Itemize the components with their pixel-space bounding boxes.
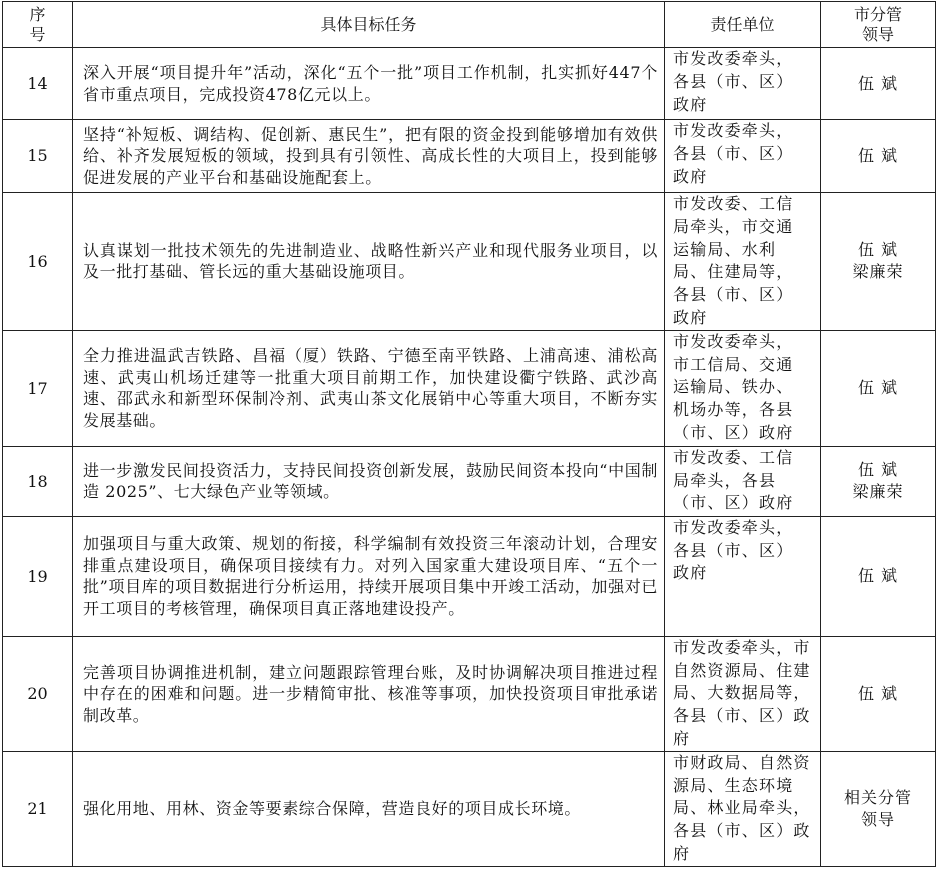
city-leader: 伍 斌 <box>821 330 936 446</box>
responsible-unit: 市发改委牵头， 市工信局、交通 运输局、铁办、 机场办等，各县 （市、区）政府 <box>665 330 821 446</box>
header-task: 具体目标任务 <box>73 2 665 48</box>
city-leader: 伍 斌 <box>821 48 936 120</box>
task-text: 全力推进温武吉铁路、昌福（厦）铁路、宁德至南平铁路、上浦高速、浦松高速、武夷山机场迁建等一批重大项目前期工作，加快建设衢宁铁路、武沙高速、邵武永和新型环保制冷剂、武夷山茶文化展销中心等重大项目，不断夯实发展基础。 <box>73 330 665 446</box>
table-row <box>3 636 936 751</box>
table-row <box>3 120 936 193</box>
row-number: 18 <box>3 446 73 516</box>
row-number: 15 <box>3 120 73 193</box>
responsible-unit: 市发改委、工信 局牵头，各县 （市、区）政府 <box>665 446 821 516</box>
responsible-unit: 市发改委牵头，市 自然资源局、住建 局、大数据局等， 各县（市、区）政 府 <box>665 636 821 751</box>
header-index: 序 号 <box>3 2 73 48</box>
header-unit: 责任单位 <box>665 2 821 48</box>
responsible-unit: 市发改委牵头， 各县（市、区） 政府 <box>665 120 821 193</box>
table-row <box>3 193 936 331</box>
table-row <box>3 330 936 446</box>
responsible-unit: 市财政局、自然资 源局、生态环境 局、林业局牵头， 各县（市、区）政 府 <box>665 751 821 866</box>
city-leader: 伍 斌 梁廉荣 <box>821 446 936 516</box>
row-number: 17 <box>3 330 73 446</box>
task-table <box>2 1 936 867</box>
row-number: 14 <box>3 48 73 120</box>
table-row <box>3 751 936 866</box>
city-leader: 伍 斌 <box>821 120 936 193</box>
city-leader: 相关分管 领导 <box>821 751 936 866</box>
row-number: 20 <box>3 636 73 751</box>
task-text: 深入开展“项目提升年”活动，深化“五个一批”项目工作机制，扎实抓好447个省市重点项目，完成投资478亿元以上。 <box>73 48 665 120</box>
task-text: 完善项目协调推进机制，建立问题跟踪管理台账，及时协调解决项目推进过程中存在的困难和问题。进一步精简审批、核准等事项，加快投资项目审批承诺制改革。 <box>73 636 665 751</box>
responsible-unit: 市发改委、工信 局牵头，市交通 运输局、水利 局、住建局等， 各县（市、区） 政府 <box>665 193 821 331</box>
header-leader: 市分管 领导 <box>821 2 936 48</box>
header-row <box>3 2 936 48</box>
task-text: 进一步激发民间投资活力，支持民间投资创新发展，鼓励民间资本投向“中国制造 2025”、七大绿色产业等领域。 <box>73 446 665 516</box>
task-text: 强化用地、用林、资金等要素综合保障，营造良好的项目成长环境。 <box>73 751 665 866</box>
row-number: 21 <box>3 751 73 866</box>
table-row <box>3 48 936 120</box>
responsible-unit: 市发改委牵头， 各县（市、区） 政府 <box>665 516 821 636</box>
city-leader: 伍 斌 <box>821 516 936 636</box>
city-leader: 伍 斌 梁廉荣 <box>821 193 936 331</box>
table-row <box>3 446 936 516</box>
task-text: 认真谋划一批技术领先的先进制造业、战略性新兴产业和现代服务业项目，以及一批打基础、管长远的重大基础设施项目。 <box>73 193 665 331</box>
row-number: 19 <box>3 516 73 636</box>
table-row <box>3 516 936 636</box>
row-number: 16 <box>3 193 73 331</box>
task-text: 坚持“补短板、调结构、促创新、惠民生”，把有限的资金投到能够增加有效供给、补齐发展短板的领域，投到具有引领性、高成长性的大项目上，投到能够促进发展的产业平台和基础设施配套上。 <box>73 120 665 193</box>
responsible-unit: 市发改委牵头， 各县（市、区） 政府 <box>665 48 821 120</box>
task-text: 加强项目与重大政策、规划的衔接，科学编制有效投资三年滚动计划，合理安排重点建设项目，确保项目接续有力。对列入国家重大建设项目库、“五个一批”项目库的项目数据进行分析运用，持续开展项目集中开竣工活动，加强对已开工项目的考核管理，确保项目真正落地建设投产。 <box>73 516 665 636</box>
city-leader: 伍 斌 <box>821 636 936 751</box>
